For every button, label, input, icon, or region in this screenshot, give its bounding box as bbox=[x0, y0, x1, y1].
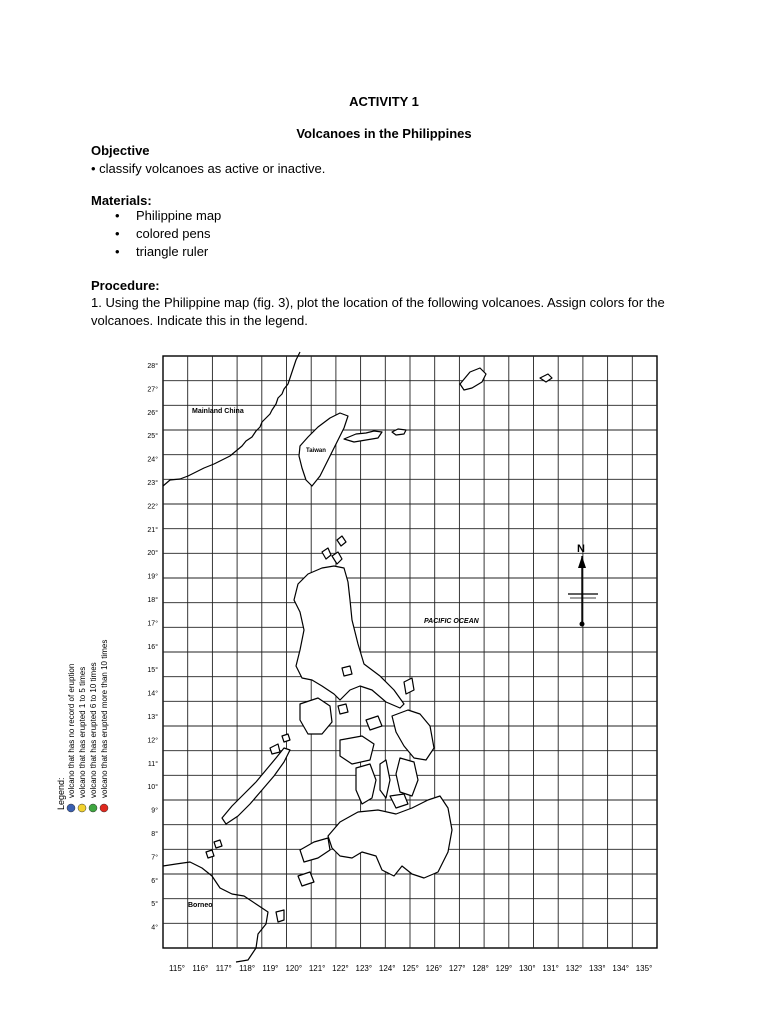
longitude-label: 127° bbox=[448, 964, 466, 973]
materials-item: • triangle ruler bbox=[115, 243, 221, 261]
borneo-island bbox=[163, 862, 268, 962]
samar-island bbox=[392, 710, 434, 760]
sulu-islet bbox=[276, 910, 284, 922]
longitude-label: 115° bbox=[169, 964, 185, 973]
label-borneo: Borneo bbox=[188, 902, 213, 909]
longitude-label: 125° bbox=[402, 964, 419, 973]
latitude-label: 26° bbox=[147, 409, 158, 417]
latitude-label: 27° bbox=[147, 386, 158, 394]
label-taiwan: Taiwan bbox=[306, 448, 326, 454]
latitude-label: 10° bbox=[147, 784, 158, 792]
zamboanga-peninsula bbox=[300, 838, 330, 862]
latitude-label: 12° bbox=[147, 737, 158, 745]
batanes-islet bbox=[337, 536, 346, 546]
materials-item: • colored pens bbox=[115, 225, 221, 243]
label-pacific-ocean: PACIFIC OCEAN bbox=[424, 618, 479, 625]
longitude-label: 116° bbox=[192, 964, 209, 973]
mindanao-island bbox=[328, 796, 452, 878]
calamian-islet bbox=[282, 734, 290, 742]
sulu-islet bbox=[206, 850, 214, 858]
latitude-label: 16° bbox=[147, 643, 158, 651]
legend-item-label: volcano that has erupted more than 10 times bbox=[100, 639, 109, 798]
latitude-label: 20° bbox=[147, 550, 158, 558]
ryukyu-islet bbox=[344, 431, 382, 442]
latitude-label: 23° bbox=[147, 480, 158, 487]
longitude-label: 118° bbox=[239, 964, 256, 973]
longitude-label: 132° bbox=[565, 964, 583, 973]
north-label: N bbox=[577, 543, 585, 555]
latitude-label: 9° bbox=[151, 807, 158, 815]
materials-heading: Materials: bbox=[91, 193, 152, 208]
negros-island bbox=[356, 764, 376, 804]
cebu-island bbox=[380, 760, 390, 798]
masbate-island bbox=[366, 716, 382, 730]
legend-item-label: volcano that has erupted 1 to 5 times bbox=[78, 666, 87, 798]
latitude-label: 17° bbox=[147, 620, 158, 628]
legend-item-label: volcano that has erupted 6 to 10 times bbox=[89, 662, 98, 798]
latitude-label: 28° bbox=[147, 363, 158, 370]
latitude-label: 8° bbox=[151, 831, 158, 838]
latitude-label: 7° bbox=[151, 854, 158, 862]
activity-title: Volcanoes in the Philippines bbox=[296, 126, 472, 141]
longitude-label: 123° bbox=[355, 964, 373, 973]
longitude-label: 119° bbox=[262, 964, 279, 973]
longitude-label: 134° bbox=[612, 964, 629, 973]
longitude-label: 128° bbox=[472, 964, 489, 973]
latitude-label: 11° bbox=[147, 760, 158, 768]
ryukyu-islet bbox=[460, 368, 486, 390]
latitude-label: 22° bbox=[147, 503, 158, 511]
bohol-island bbox=[390, 794, 408, 808]
legend-item-label: volcano that has no record of eruption bbox=[67, 663, 76, 798]
legend-title: Legend: bbox=[56, 777, 66, 810]
latitude-label: 13° bbox=[147, 714, 158, 721]
china-coastline bbox=[163, 352, 300, 486]
luzon-island bbox=[294, 566, 404, 708]
objective-text: • classify volcanoes as active or inactive. bbox=[91, 161, 326, 176]
latitude-label: 21° bbox=[147, 526, 158, 534]
babuyan-islet bbox=[322, 548, 331, 559]
longitude-label: 130° bbox=[518, 964, 536, 973]
procedure-heading: Procedure: bbox=[91, 278, 160, 293]
map-landmasses bbox=[163, 352, 552, 962]
leyte-island bbox=[396, 758, 418, 796]
objective-heading: Objective bbox=[91, 143, 150, 158]
polillo-island bbox=[342, 666, 352, 676]
materials-item: • Philippine map bbox=[115, 207, 221, 225]
babuyan-islet bbox=[332, 552, 342, 564]
longitude-label: 133° bbox=[589, 964, 606, 973]
mindoro-island bbox=[300, 698, 332, 734]
longitude-label: 126° bbox=[425, 964, 443, 973]
panay-island bbox=[340, 736, 374, 764]
latitude-label: 15° bbox=[147, 667, 158, 675]
marinduque-island bbox=[338, 704, 348, 714]
latitude-label: 4° bbox=[151, 924, 158, 932]
longitude-label: 129° bbox=[495, 964, 513, 973]
sulu-islet bbox=[214, 840, 222, 848]
longitude-label: 124° bbox=[378, 964, 396, 973]
latitude-labels bbox=[147, 362, 158, 932]
longitude-label: 117° bbox=[215, 964, 232, 973]
catanduanes-island bbox=[404, 678, 414, 694]
activity-number: ACTIVITY 1 bbox=[349, 94, 419, 109]
latitude-label: 19° bbox=[147, 573, 158, 581]
label-mainland-china: Mainland China bbox=[192, 408, 244, 415]
procedure-step-1: 1. Using the Philippine map (fig. 3), plot the location of the following volcanoes. Assign colors for the volcanoes. Indicate this in the legend. bbox=[91, 295, 665, 328]
latitude-label: 25° bbox=[147, 433, 158, 441]
latitude-label: 24° bbox=[147, 456, 158, 464]
palawan-island bbox=[222, 748, 290, 824]
latitude-label: 18° bbox=[147, 597, 158, 604]
longitude-label: 121° bbox=[308, 964, 326, 973]
longitude-label: 120° bbox=[285, 964, 303, 973]
longitude-label: 135° bbox=[635, 964, 653, 973]
calamian-islet bbox=[270, 744, 280, 754]
longitude-labels bbox=[169, 964, 652, 973]
latitude-label: 5° bbox=[151, 901, 158, 909]
latitude-label: 6° bbox=[151, 877, 158, 885]
longitude-label: 122° bbox=[332, 964, 349, 973]
longitude-label: 131° bbox=[542, 964, 559, 973]
latitude-label: 14° bbox=[147, 690, 158, 698]
